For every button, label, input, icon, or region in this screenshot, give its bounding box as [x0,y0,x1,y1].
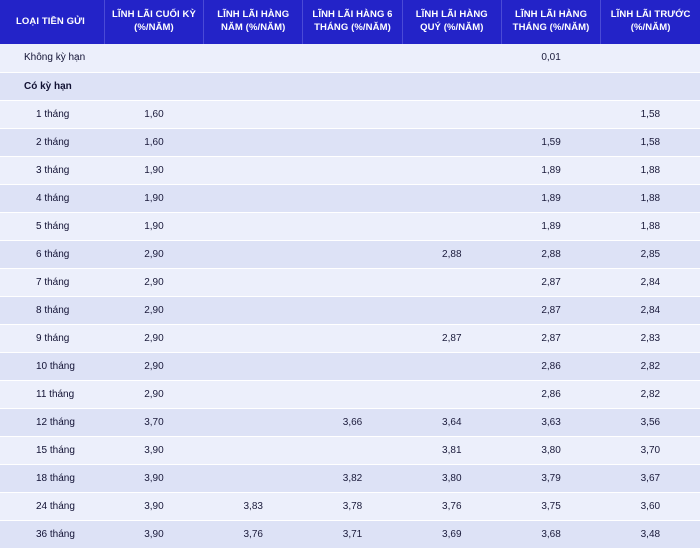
cell-semiannual: 3,78 [303,492,402,520]
cell-annual [204,212,303,240]
table-row [0,436,700,464]
table-row [0,72,700,100]
cell-end-of-term: 1,90 [104,156,203,184]
table-row [0,464,700,492]
column-header-semiannual: LĨNH LÃI HÀNG 6 THÁNG (%/NĂM) [303,0,402,44]
cell-upfront: 1,88 [601,184,700,212]
cell-end-of-term: 1,60 [104,100,203,128]
cell-end-of-term: 2,90 [104,352,203,380]
cell-deposit-type: 8 tháng [0,296,104,324]
cell-annual [204,352,303,380]
cell-semiannual [303,324,402,352]
cell-monthly: 2,87 [501,296,600,324]
cell-annual [204,240,303,268]
cell-upfront: 2,83 [601,324,700,352]
header-row [0,0,700,44]
cell-end-of-term: 2,90 [104,268,203,296]
table-header [0,0,700,44]
cell-end-of-term: 3,90 [104,436,203,464]
cell-upfront: 3,48 [601,520,700,548]
cell-monthly: 3,80 [501,436,600,464]
cell-quarterly [402,268,501,296]
table-row [0,156,700,184]
table-row [0,492,700,520]
cell-annual [204,72,303,100]
cell-semiannual [303,296,402,324]
cell-quarterly [402,380,501,408]
table-row [0,324,700,352]
cell-upfront [601,44,700,72]
cell-deposit-type: 10 tháng [0,352,104,380]
cell-end-of-term: 2,90 [104,296,203,324]
cell-upfront: 3,60 [601,492,700,520]
cell-upfront: 2,82 [601,380,700,408]
cell-monthly: 3,79 [501,464,600,492]
cell-quarterly: 3,80 [402,464,501,492]
cell-quarterly [402,296,501,324]
cell-deposit-type: 36 tháng [0,520,104,548]
cell-semiannual [303,128,402,156]
cell-semiannual [303,156,402,184]
cell-deposit-type: 18 tháng [0,464,104,492]
table-row [0,520,700,548]
cell-deposit-type: 3 tháng [0,156,104,184]
cell-quarterly [402,72,501,100]
cell-monthly: 3,63 [501,408,600,436]
cell-monthly: 2,86 [501,380,600,408]
cell-end-of-term: 3,70 [104,408,203,436]
cell-annual [204,128,303,156]
cell-quarterly [402,44,501,72]
cell-deposit-type: 2 tháng [0,128,104,156]
table-row [0,44,700,72]
cell-deposit-type: 1 tháng [0,100,104,128]
column-header-end-of-term: LĨNH LÃI CUỐI KỲ (%/NĂM) [104,0,203,44]
cell-quarterly: 3,64 [402,408,501,436]
cell-end-of-term: 3,90 [104,520,203,548]
cell-end-of-term: 3,90 [104,464,203,492]
cell-quarterly: 3,69 [402,520,501,548]
cell-semiannual [303,268,402,296]
cell-annual [204,408,303,436]
cell-quarterly: 2,88 [402,240,501,268]
cell-semiannual [303,352,402,380]
cell-quarterly [402,100,501,128]
table-row [0,408,700,436]
cell-end-of-term [104,44,203,72]
cell-upfront: 3,70 [601,436,700,464]
table-row [0,380,700,408]
cell-deposit-type: 11 tháng [0,380,104,408]
cell-annual [204,100,303,128]
cell-upfront: 1,58 [601,100,700,128]
column-header-upfront: LĨNH LÃI TRƯỚC (%/NĂM) [601,0,700,44]
table-row [0,352,700,380]
cell-end-of-term: 1,60 [104,128,203,156]
cell-annual [204,380,303,408]
cell-annual: 3,76 [204,520,303,548]
cell-quarterly [402,352,501,380]
cell-monthly: 0,01 [501,44,600,72]
cell-monthly: 1,89 [501,212,600,240]
cell-semiannual [303,436,402,464]
cell-monthly: 3,68 [501,520,600,548]
cell-monthly [501,72,600,100]
cell-upfront: 2,84 [601,268,700,296]
cell-monthly: 2,86 [501,352,600,380]
table-body [0,44,700,548]
cell-quarterly [402,184,501,212]
cell-monthly: 2,87 [501,268,600,296]
cell-annual [204,156,303,184]
cell-quarterly: 3,76 [402,492,501,520]
cell-deposit-type: Không kỳ hạn [0,44,104,72]
table-row [0,268,700,296]
cell-semiannual: 3,71 [303,520,402,548]
cell-deposit-type: 4 tháng [0,184,104,212]
cell-monthly: 2,87 [501,324,600,352]
cell-deposit-type: 24 tháng [0,492,104,520]
table-row [0,296,700,324]
cell-annual [204,44,303,72]
cell-end-of-term [104,72,203,100]
column-header-quarterly: LĨNH LÃI HÀNG QUÝ (%/NĂM) [402,0,501,44]
column-header-deposit-type: LOẠI TIỀN GỬI [0,0,104,44]
cell-upfront: 2,82 [601,352,700,380]
cell-deposit-type: 7 tháng [0,268,104,296]
cell-deposit-type: 9 tháng [0,324,104,352]
cell-end-of-term: 2,90 [104,324,203,352]
cell-annual [204,296,303,324]
cell-semiannual: 3,82 [303,464,402,492]
cell-end-of-term: 2,90 [104,240,203,268]
column-header-annual: LĨNH LÃI HÀNG NĂM (%/NĂM) [204,0,303,44]
cell-end-of-term: 1,90 [104,184,203,212]
column-header-monthly: LĨNH LÃI HÀNG THÁNG (%/NĂM) [501,0,600,44]
cell-semiannual [303,184,402,212]
cell-semiannual [303,212,402,240]
cell-annual [204,324,303,352]
cell-quarterly [402,212,501,240]
cell-monthly: 1,89 [501,156,600,184]
cell-annual: 3,83 [204,492,303,520]
cell-monthly [501,100,600,128]
cell-upfront [601,72,700,100]
cell-upfront: 2,85 [601,240,700,268]
cell-quarterly [402,156,501,184]
cell-upfront: 3,67 [601,464,700,492]
cell-monthly: 1,59 [501,128,600,156]
cell-end-of-term: 2,90 [104,380,203,408]
cell-deposit-type: 6 tháng [0,240,104,268]
cell-deposit-type: 12 tháng [0,408,104,436]
table-row [0,100,700,128]
cell-annual [204,436,303,464]
cell-upfront: 1,88 [601,212,700,240]
cell-quarterly: 3,81 [402,436,501,464]
cell-deposit-type: 5 tháng [0,212,104,240]
cell-annual [204,268,303,296]
cell-annual [204,464,303,492]
cell-semiannual [303,100,402,128]
cell-semiannual [303,240,402,268]
cell-end-of-term: 3,90 [104,492,203,520]
table-row [0,184,700,212]
cell-quarterly: 2,87 [402,324,501,352]
cell-upfront: 1,88 [601,156,700,184]
cell-upfront: 2,84 [601,296,700,324]
cell-monthly: 3,75 [501,492,600,520]
cell-monthly: 2,88 [501,240,600,268]
cell-semiannual [303,380,402,408]
table-row [0,128,700,156]
table-row [0,240,700,268]
cell-semiannual: 3,66 [303,408,402,436]
cell-semiannual [303,44,402,72]
cell-end-of-term: 1,90 [104,212,203,240]
cell-annual [204,184,303,212]
cell-quarterly [402,128,501,156]
cell-deposit-type: Có kỳ hạn [0,72,104,100]
table-row [0,212,700,240]
cell-semiannual [303,72,402,100]
cell-monthly: 1,89 [501,184,600,212]
cell-upfront: 3,56 [601,408,700,436]
cell-deposit-type: 15 tháng [0,436,104,464]
cell-upfront: 1,58 [601,128,700,156]
